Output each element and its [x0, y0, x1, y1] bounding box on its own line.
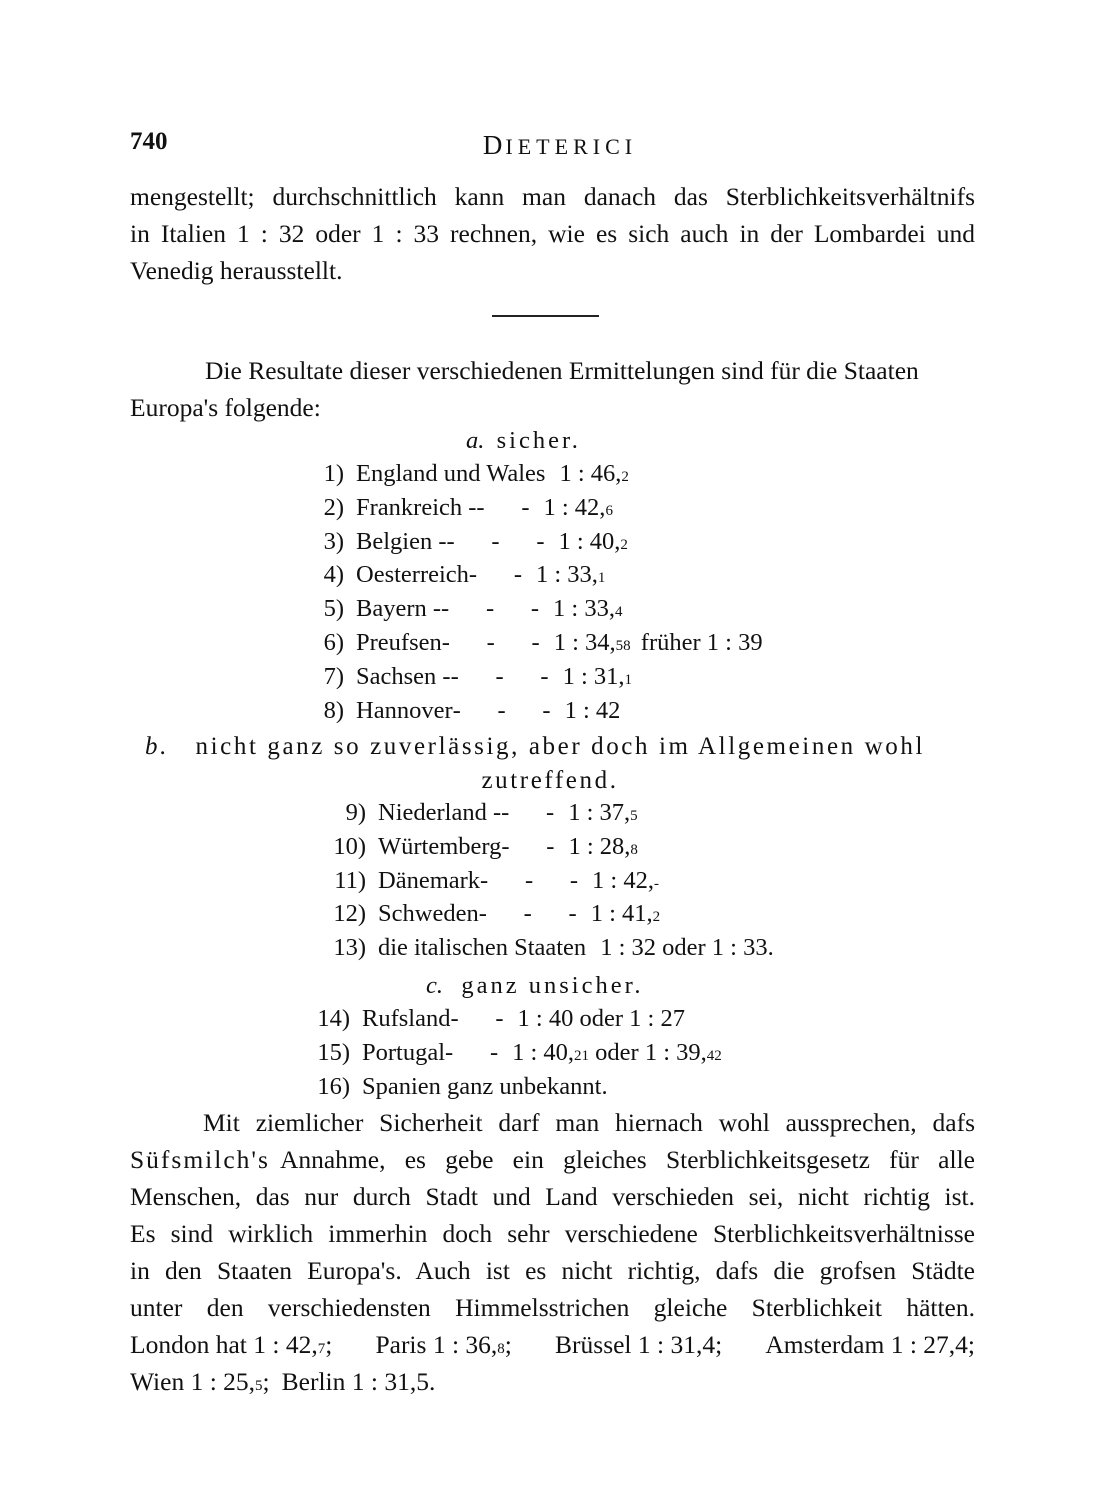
section-divider	[492, 315, 599, 317]
city-ratio: Wien 1 : 25,5;	[130, 1367, 270, 1396]
cited-author: Süfsmilch's	[130, 1145, 270, 1174]
leader-dashes: - -	[445, 1038, 499, 1066]
item-country: Rufsland	[362, 1005, 451, 1032]
closing-line-6: unter den verschiedensten Himmelsstrichen gleiche Sterblichkeit hätten.	[130, 1293, 975, 1322]
ratio-decimal: 2	[652, 909, 661, 926]
item-country: England und Wales	[356, 460, 546, 487]
item-country: Oesterreich	[356, 561, 469, 589]
list-item	[312, 595, 622, 623]
mortality-ratio: 1 : 31,1	[562, 662, 632, 690]
ratio-decimal: 5	[255, 1378, 263, 1394]
ratio-decimal: 21	[574, 1047, 590, 1064]
item-country: Hannover	[356, 696, 453, 724]
section-letter: b.	[145, 733, 169, 760]
section-b-heading-cont: zutreffend.	[481, 767, 619, 794]
closing-line-1: Mit ziemlicher Sicherheit darf man hiernach wohl aussprechen, dafs	[203, 1108, 975, 1137]
item-number: 6)	[323, 629, 344, 656]
ratio-decimal: 2	[620, 536, 628, 553]
list-item	[322, 799, 638, 827]
mortality-ratio: 1 : 33,1	[535, 561, 606, 589]
mortality-ratio: 1 : 33,4	[553, 595, 623, 623]
mortality-ratio: 1 : 28,8	[568, 832, 638, 860]
ratio-decimal: 4	[614, 604, 623, 621]
running-head-initial: D	[482, 130, 506, 160]
item-country: Preufsen	[356, 629, 442, 656]
item-number: 2)	[323, 493, 344, 521]
leader-dashes: - - -	[452, 696, 551, 724]
mortality-ratio: 1 : 34,58	[553, 629, 631, 656]
item-country: Frankreich -	[356, 493, 477, 521]
item-number: 8)	[323, 696, 344, 724]
item-number: 15)	[317, 1038, 350, 1066]
city-ratio: Berlin 1 : 31,5.	[281, 1367, 436, 1396]
item-country: Würtemberg	[378, 832, 502, 860]
list-item	[312, 528, 628, 556]
ratio-decimal: 42	[706, 1047, 722, 1064]
closing-line-2	[130, 1145, 975, 1175]
running-head-rest: IETERICI	[505, 134, 638, 159]
item-number: 12)	[333, 900, 366, 928]
leader-dashes: - -	[501, 799, 555, 826]
item-country: Bayern -	[356, 595, 442, 623]
section-c-heading	[426, 972, 644, 1000]
item-number: 5)	[323, 595, 344, 623]
item-number: 3)	[323, 527, 344, 555]
list-item	[322, 934, 774, 962]
list-item	[306, 1039, 722, 1067]
results-line-2: Europa's folgende:	[130, 393, 321, 422]
running-head	[0, 130, 1100, 161]
closing-line-5: in den Staaten Europa's. Auch ist es nicht richtig, dafs die grofsen Städte	[130, 1256, 975, 1285]
leader-dashes: - - -	[480, 866, 579, 894]
section-b-heading	[145, 733, 925, 761]
list-item	[322, 833, 638, 861]
mortality-ratio: 1 : 32 oder 1 : 33.	[600, 934, 774, 962]
city-ratio: Brüssel 1 : 31,4;	[555, 1330, 723, 1359]
mortality-ratio: 1 : 42	[564, 696, 621, 724]
list-item	[312, 629, 763, 657]
section-title: ganz unsicher.	[461, 972, 644, 999]
city-ratio: London hat 1 : 42,7;	[130, 1330, 333, 1359]
list-item	[322, 867, 659, 895]
closing-line-2-text: Annahme, es gebe ein gleiches Sterblichkeitsgesetz für alle	[279, 1145, 975, 1174]
city-ratio: Amsterdam 1 : 27,4;	[765, 1330, 975, 1359]
ratio-decimal: 8	[497, 1341, 505, 1357]
mortality-ratio: 1 : 42,6	[543, 493, 613, 521]
mortality-ratio: 1 : 46,2	[559, 460, 629, 487]
item-country: Niederland -	[378, 799, 502, 826]
ratio-decimal: 5	[630, 808, 638, 824]
list-item	[312, 460, 629, 488]
intro-line-1: mengestellt; durchschnittlich kann man danach das Sterblichkeitsverhältnifs	[130, 182, 975, 211]
item-country: Belgien -	[356, 527, 447, 555]
closing-line-3: Menschen, das nur durch Stadt und Land verschieden sei, nicht richtig ist.	[130, 1182, 975, 1211]
list-item	[306, 1073, 608, 1101]
intro-line-3: Venedig herausstellt.	[130, 256, 343, 285]
leader-dashes: - - -	[441, 595, 540, 623]
item-number: 9)	[345, 799, 366, 826]
ratio-decimal: 58	[615, 638, 631, 654]
list-item	[312, 663, 632, 691]
list-item	[322, 900, 660, 928]
mortality-ratio: 1 : 37,5	[568, 799, 638, 826]
leader-dashes: - - -	[446, 527, 545, 555]
closing-line-7	[130, 1330, 975, 1360]
leader-dashes: - -	[501, 832, 555, 860]
ratio-decimal: 1	[624, 671, 632, 688]
section-letter: a.	[466, 427, 485, 454]
item-number: 11)	[334, 866, 366, 894]
ratio-decimal: 8	[630, 841, 638, 858]
mortality-ratio: 1 : 40,2	[558, 527, 628, 555]
item-number: 7)	[323, 662, 344, 690]
section-title: sicher.	[496, 427, 581, 454]
item-country: Portugal	[362, 1038, 446, 1066]
section-title: nicht ganz so zuverlässig, aber doch im Allgemeinen wohl	[195, 733, 925, 760]
mortality-ratio: 1 : 41,2	[590, 900, 661, 928]
ratio-decimal: 7	[317, 1341, 326, 1357]
list-item	[312, 494, 613, 522]
closing-line-4: Es sind wirklich immerhin doch sehr verschiedene Sterblichkeitsverhältnisse	[130, 1219, 975, 1248]
ratio-decimal: 1	[597, 570, 606, 587]
mortality-ratio: 1 : 42,-	[592, 866, 659, 894]
item-number: 16)	[317, 1072, 350, 1100]
ratio-decimal: 6	[605, 502, 613, 519]
item-country: Spanien ganz unbekannt.	[362, 1072, 608, 1100]
item-number: 1)	[323, 460, 344, 487]
mortality-ratio: 1 : 40,21 oder 1 : 39,42	[512, 1038, 722, 1066]
list-item	[312, 697, 620, 725]
results-line-1: Die Resultate dieser verschiedenen Ermittelungen sind für die Staaten	[205, 356, 919, 385]
ratio-decimal: 2	[621, 469, 629, 485]
leader-dashes: - - -	[450, 662, 549, 690]
page-number: 740	[130, 128, 168, 155]
item-number: 4)	[323, 561, 344, 589]
leader-dashes: - -	[468, 561, 522, 589]
leader-dashes: - - -	[441, 629, 540, 656]
item-number: 13)	[333, 934, 366, 962]
intro-line-2: in Italien 1 : 32 oder 1 : 33 rechnen, wie es sich auch in der Lombardei und	[130, 219, 975, 248]
item-country: Sachsen -	[356, 662, 451, 690]
section-a-heading	[466, 427, 581, 455]
item-number: 10)	[333, 832, 366, 860]
item-number: 14)	[317, 1005, 350, 1032]
ratio-decimal: -	[653, 875, 659, 892]
section-letter: c.	[426, 972, 443, 999]
leader-dashes: - -	[476, 493, 530, 521]
ratio-note: früher 1 : 39	[634, 629, 763, 656]
item-country: die italischen Staaten	[378, 934, 587, 962]
city-ratio: Paris 1 : 36,8;	[375, 1330, 512, 1359]
closing-line-8	[130, 1367, 975, 1397]
leader-dashes: - - -	[478, 900, 577, 928]
mortality-ratio: 1 : 40 oder 1 : 27	[517, 1005, 685, 1032]
item-country: Dänemark	[378, 866, 481, 894]
list-item	[306, 1005, 685, 1033]
leader-dashes: - -	[450, 1005, 504, 1032]
item-country: Schweden	[378, 900, 479, 928]
list-item	[312, 561, 605, 589]
